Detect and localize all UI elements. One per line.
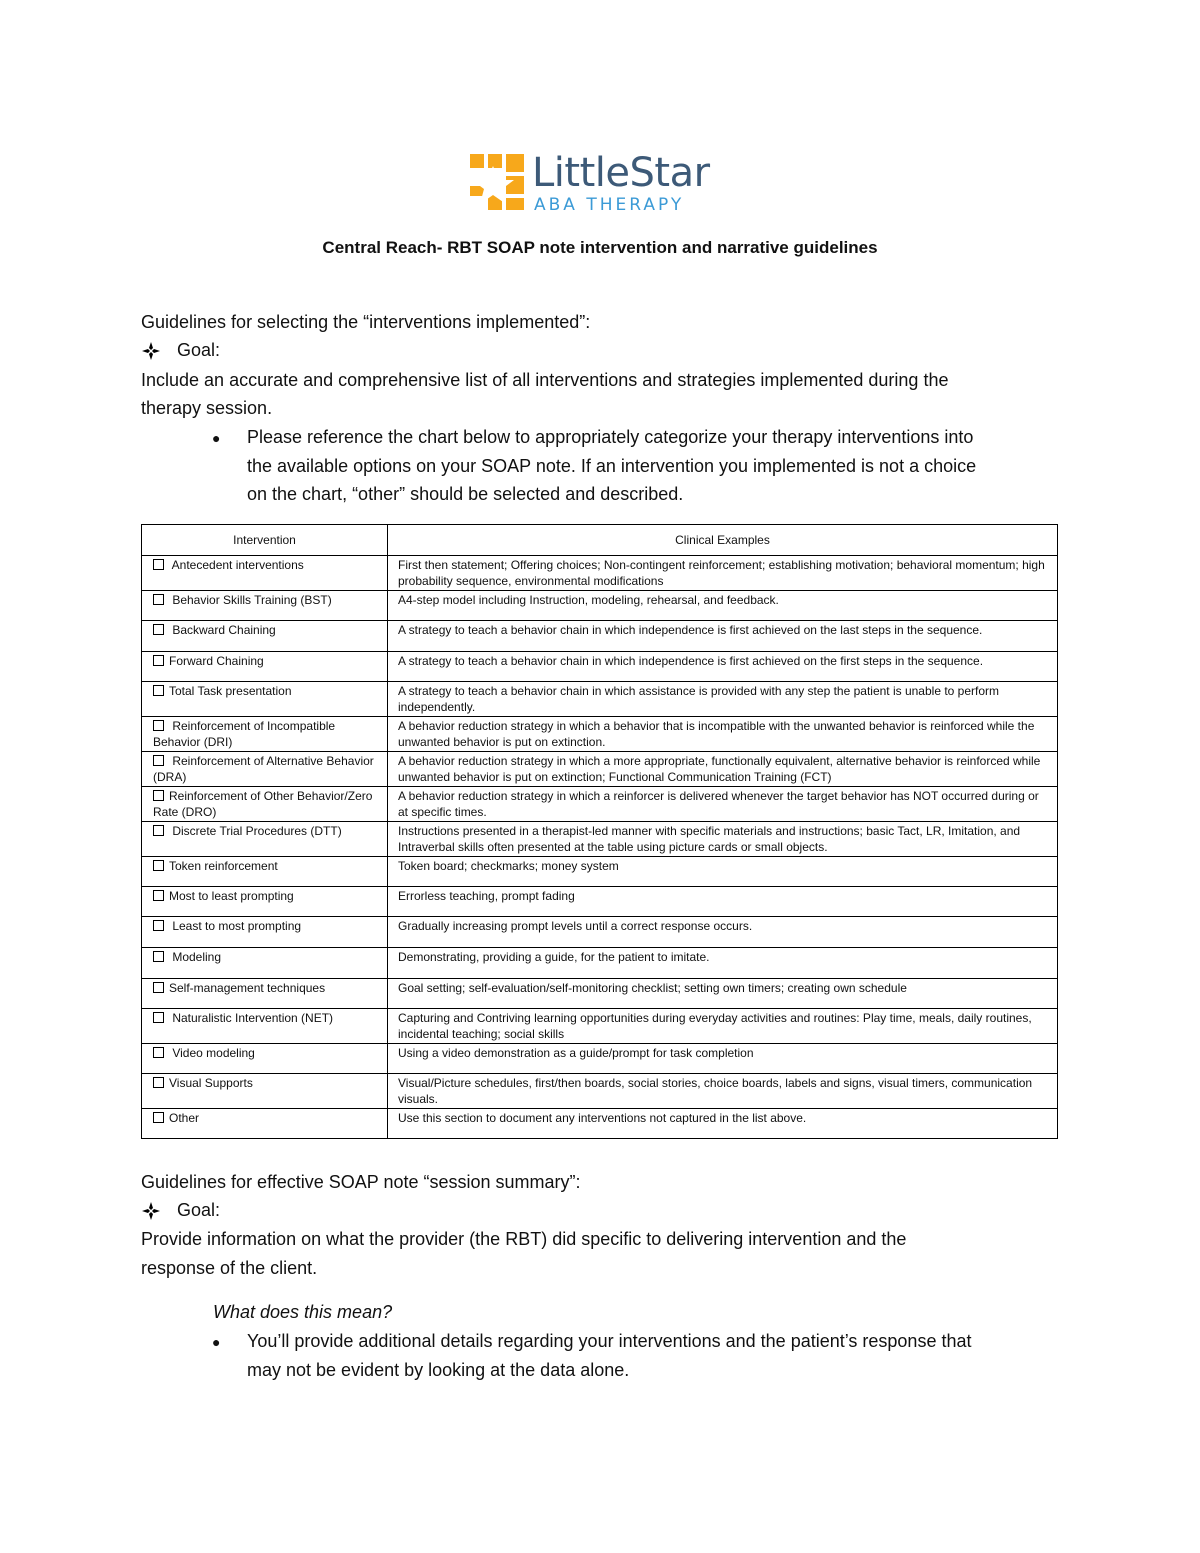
checkbox-icon	[153, 720, 164, 731]
intervention-label: Total Task presentation	[169, 684, 292, 698]
clinical-example-cell: Using a video demonstration as a guide/prompt for task completion	[388, 1044, 1058, 1074]
intervention-label: Self-management techniques	[169, 981, 326, 995]
logo-brand-text: LittleStar	[532, 150, 710, 196]
clinical-example-cell: A strategy to teach a behavior chain in which independence is first achieved on the first steps in the sequence.	[388, 652, 1058, 682]
clinical-example-cell: Goal setting; self-evaluation/self-monitoring checklist; setting own timers; creating own schedule	[388, 979, 1058, 1009]
intervention-label: Backward Chaining	[169, 623, 276, 637]
intervention-cell	[142, 887, 388, 917]
intervention-label: Discrete Trial Procedures (DTT)	[169, 824, 342, 838]
chart-row	[142, 948, 1058, 979]
chart-row	[142, 1044, 1058, 1074]
section2-goal-text-2: response of the client.	[141, 1258, 318, 1278]
chart-row	[142, 1009, 1058, 1044]
checkbox-icon	[153, 559, 164, 570]
checkbox-icon	[153, 594, 164, 605]
checkbox-icon	[153, 825, 164, 836]
checkbox-icon	[153, 685, 164, 696]
clinical-example-cell: Use this section to document any interventions not captured in the list above.	[388, 1109, 1058, 1139]
chart-row	[142, 787, 1058, 822]
intervention-cell	[142, 822, 388, 857]
intervention-label: Reinforcement of Other Behavior/Zero Rate (DRO)	[153, 789, 373, 819]
section1-goal-text-2: therapy session.	[141, 398, 273, 418]
chart-row	[142, 621, 1058, 652]
logo-subtitle-text: ABA THERAPY	[534, 195, 685, 215]
section1-goal-text-1: Include an accurate and comprehensive list of all interventions and strategies implemented during the	[141, 370, 949, 390]
section2-goal	[141, 1200, 220, 1221]
section2-bullet-line: may not be evident by looking at the data alone.	[247, 1359, 630, 1380]
clinical-example-cell: A strategy to teach a behavior chain in which independence is first achieved on the last steps in the sequence.	[388, 621, 1058, 652]
clinical-example-cell: A behavior reduction strategy in which a reinforcer is delivered whenever the target behavior has NOT occurred during or at specific times.	[388, 787, 1058, 822]
section2-question: What does this mean?	[213, 1302, 393, 1322]
chart-row	[142, 652, 1058, 682]
clinical-example-cell: Gradually increasing prompt levels until a correct response occurs.	[388, 917, 1058, 948]
checkbox-icon	[153, 1077, 164, 1088]
bullet-icon: ●	[212, 1334, 221, 1350]
checkbox-icon	[153, 890, 164, 901]
intervention-cell	[142, 857, 388, 887]
checkbox-icon	[153, 982, 164, 993]
intervention-label: Video modeling	[169, 1046, 255, 1060]
section2-goal-text-1: Provide information on what the provider (the RBT) did specific to delivering intervention and the	[141, 1229, 907, 1249]
chart-row	[142, 1074, 1058, 1109]
intervention-label: Naturalistic Intervention (NET)	[169, 1011, 334, 1025]
intervention-label: Antecedent interventions	[169, 558, 304, 572]
intervention-label: Token reinforcement	[169, 859, 278, 873]
header-clinical-examples: Clinical Examples	[388, 525, 1058, 556]
four-diamond-bullet-icon	[141, 341, 161, 361]
checkbox-icon	[153, 755, 164, 766]
checkbox-icon	[153, 1112, 164, 1123]
clinical-example-cell: Instructions presented in a therapist-led manner with specific materials and instructions; basic Tact, LR, Imitation, and Intraverbal skills often presented at the table using picture cards or small objects.	[388, 822, 1058, 857]
intervention-cell	[142, 1074, 388, 1109]
intervention-label: Forward Chaining	[169, 654, 264, 668]
section1-heading: Guidelines for selecting the “interventions implemented”:	[141, 312, 591, 332]
chart-row	[142, 1109, 1058, 1139]
intervention-cell	[142, 621, 388, 652]
chart-row	[142, 752, 1058, 787]
four-diamond-bullet-icon	[141, 1201, 161, 1221]
section2-bullet	[247, 1327, 971, 1384]
clinical-example-cell: A strategy to teach a behavior chain in which assistance is provided with any step the patient is unable to perform independently.	[388, 682, 1058, 717]
clinical-example-cell: First then statement; Offering choices; Non-contingent reinforcement; establishing motivation; behavioral momentum; high probability sequence, environmental modifications	[388, 556, 1058, 591]
chart-row	[142, 857, 1058, 887]
section2-bullet-line: You’ll provide additional details regarding your interventions and the patient’s response that	[247, 1331, 972, 1351]
clinical-example-cell: A behavior reduction strategy in which a behavior that is incompatible with the unwanted behavior is reinforced while the unwanted behavior is put on extinction.	[388, 717, 1058, 752]
intervention-cell	[142, 1109, 388, 1139]
intervention-cell	[142, 652, 388, 682]
intervention-cell	[142, 1009, 388, 1044]
chart-header-row	[142, 525, 1058, 556]
checkbox-icon	[153, 860, 164, 871]
checkbox-icon	[153, 951, 164, 962]
chart-row	[142, 556, 1058, 591]
intervention-cell	[142, 979, 388, 1009]
clinical-example-cell: Visual/Picture schedules, first/then boards, social stories, choice boards, labels and signs, visual timers, communication visuals.	[388, 1074, 1058, 1109]
clinical-example-cell: Demonstrating, providing a guide, for the patient to imitate.	[388, 948, 1058, 979]
section2-goal-label: Goal:	[177, 1200, 221, 1220]
intervention-label: Least to most prompting	[169, 919, 302, 933]
intervention-cell	[142, 556, 388, 591]
intervention-cell	[142, 787, 388, 822]
intervention-cell	[142, 717, 388, 752]
checkbox-icon	[153, 920, 164, 931]
chart-row	[142, 717, 1058, 752]
intervention-cell	[142, 948, 388, 979]
checkbox-icon	[153, 624, 164, 635]
checkbox-icon	[153, 655, 164, 666]
chart-row	[142, 979, 1058, 1009]
intervention-label: Reinforcement of Alternative Behavior (DRA)	[153, 754, 374, 784]
chart-row	[142, 917, 1058, 948]
clinical-example-cell: Token board; checkmarks; money system	[388, 857, 1058, 887]
intervention-cell	[142, 752, 388, 787]
checkbox-icon	[153, 1012, 164, 1023]
intervention-label: Behavior Skills Training (BST)	[169, 593, 332, 607]
star-logo-icon	[468, 152, 528, 214]
header-intervention: Intervention	[142, 525, 388, 556]
chart-row	[142, 822, 1058, 857]
chart-row	[142, 682, 1058, 717]
interventions-chart	[141, 524, 1058, 1139]
intervention-label: Reinforcement of Incompatible Behavior (DRI)	[153, 719, 336, 749]
section1-goal	[141, 340, 220, 361]
chart-row	[142, 887, 1058, 917]
chart-row	[142, 591, 1058, 621]
intervention-label: Other	[169, 1111, 200, 1125]
checkbox-icon	[153, 790, 164, 801]
clinical-example-cell: A4-step model including Instruction, modeling, rehearsal, and feedback.	[388, 591, 1058, 621]
company-logo	[468, 150, 728, 216]
section1-bullet-line: Please reference the chart below to appropriately categorize your therapy interventions into	[247, 427, 974, 447]
intervention-cell	[142, 1044, 388, 1074]
clinical-example-cell: Errorless teaching, prompt fading	[388, 887, 1058, 917]
document-title: Central Reach- RBT SOAP note intervention and narrative guidelines	[322, 238, 878, 257]
section2-heading: Guidelines for effective SOAP note “session summary”:	[141, 1172, 581, 1192]
intervention-label: Modeling	[169, 950, 222, 964]
section1-bullet	[247, 423, 976, 509]
intervention-cell	[142, 917, 388, 948]
intervention-cell	[142, 682, 388, 717]
intervention-label: Most to least prompting	[169, 889, 294, 903]
clinical-example-cell: Capturing and Contriving learning opportunities during everyday activities and routines: Play time, meals, daily routines, incidental teaching; social skills	[388, 1009, 1058, 1044]
section1-bullet-line: on the chart, “other” should be selected and described.	[247, 484, 684, 504]
section1-goal-label: Goal:	[177, 340, 221, 360]
section1-bullet-line: the available options on your SOAP note. If an intervention you implemented is not a choice	[247, 455, 977, 476]
clinical-example-cell: A behavior reduction strategy in which a more appropriate, functionally equivalent, alternative behavior is reinforced while unwanted behavior is put on extinction; Functional Communication Training (FCT)	[388, 752, 1058, 787]
bullet-icon: ●	[212, 430, 221, 446]
intervention-cell	[142, 591, 388, 621]
intervention-label: Visual Supports	[169, 1076, 253, 1090]
checkbox-icon	[153, 1047, 164, 1058]
